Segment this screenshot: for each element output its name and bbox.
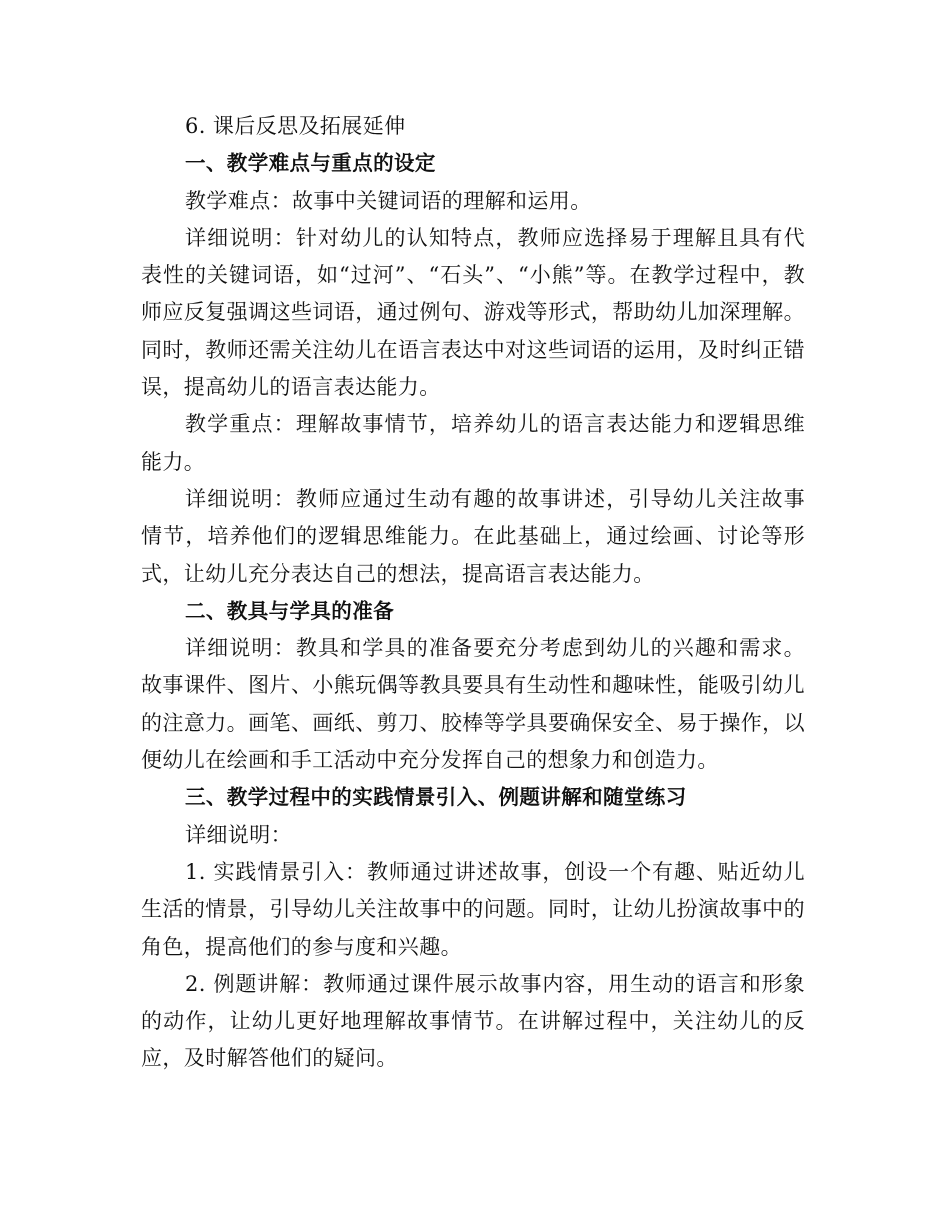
list-item-reflection: 6. 课后反思及拓展延伸: [185, 114, 406, 138]
paragraph-materials-detail: 详细说明：教具和学具的准备要充分考虑到幼儿的兴趣和需求。故事课件、图片、小熊玩偶等教具要具有生动性和趣味性，能吸引幼儿的注意力。画笔、画纸、剪刀、胶棒等学具要确保安全、易于操作，以便幼儿在绘画和手工活动中充分发挥自己的想象力和创造力。: [141, 636, 805, 773]
paragraph-focus: 教学重点：理解故事情节，培养幼儿的语言表达能力和逻辑思维能力。: [141, 412, 805, 474]
list-item-scenario: 1. 实践情景引入：教师通过讲述故事，创设一个有趣、贴近幼儿生活的情景，引导幼儿关注故事中的问题。同时，让幼儿扮演故事中的角色，提高他们的参与度和兴趣。: [141, 859, 805, 959]
list-item-example: 2. 例题讲解：教师通过课件展示故事内容，用生动的语言和形象的动作，让幼儿更好地理解故事情节。在讲解过程中，关注幼儿的反应，及时解答他们的疑问。: [141, 971, 805, 1071]
document-body: [141, 108, 805, 1078]
section-heading-process: 三、教学过程中的实践情景引入、例题讲解和随堂练习: [185, 785, 687, 810]
paragraph-process-label: 详细说明：: [185, 822, 292, 847]
section-heading-materials: 二、教具与学具的准备: [185, 598, 394, 623]
paragraph-difficulty: 教学难点：故事中关键词语的理解和运用。: [185, 188, 592, 213]
paragraph-difficulty-detail: 详细说明：针对幼儿的认知特点，教师应选择易于理解且具有代表性的关键词语，如“过河”、“石头”、“小熊”等。在教学过程中，教师应反复强调这些词语，通过例句、游戏等形式，帮助幼儿加深理解。同时，教师还需关注幼儿在语言表达中对这些词语的运用，及时纠正错误，提高幼儿的语言表达能力。: [141, 225, 805, 400]
paragraph-focus-detail: 详细说明：教师应通过生动有趣的故事讲述，引导幼儿关注故事情节，培养他们的逻辑思维能力。在此基础上，通过绘画、讨论等形式，让幼儿充分表达自己的想法，提高语言表达能力。: [141, 486, 805, 586]
section-heading-difficulty-focus: 一、教学难点与重点的设定: [185, 151, 436, 176]
